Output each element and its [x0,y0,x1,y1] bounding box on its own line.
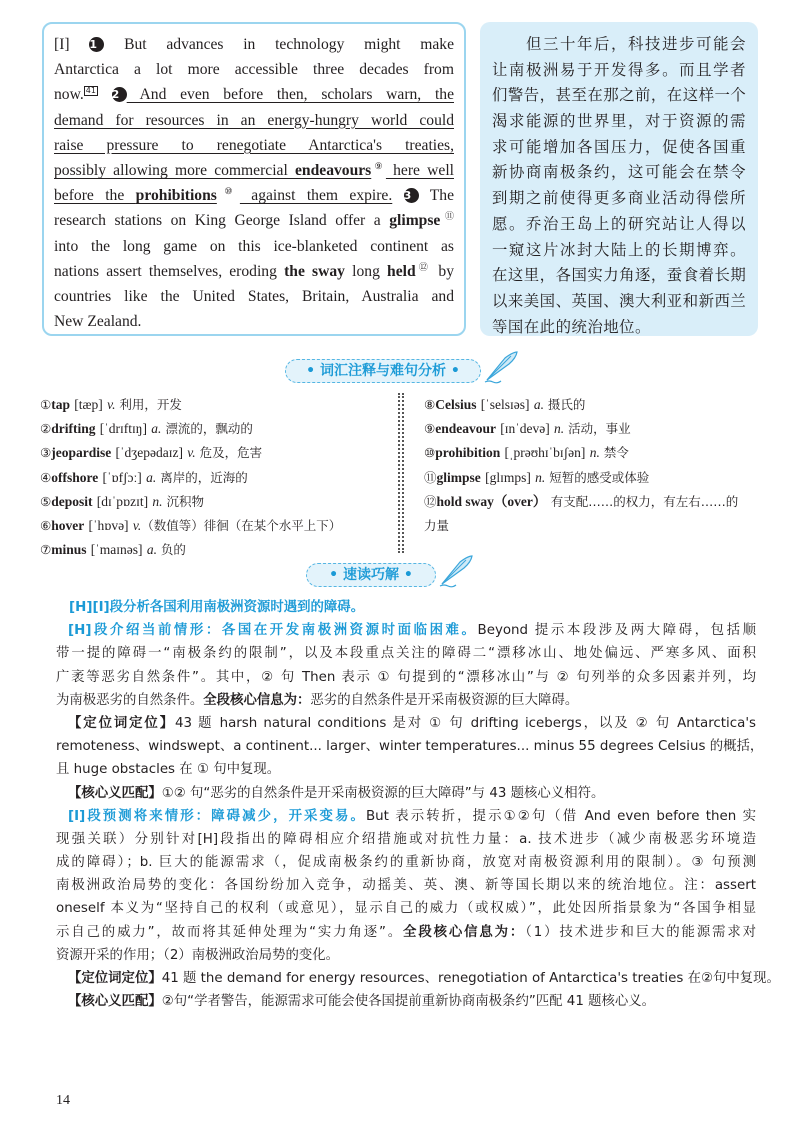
analysis-label: 【核心义匹配】 [68,994,162,1010]
chinese-translation [492,32,746,340]
question-marker: 41 [85,86,96,96]
vocab-meaning: （数值等）徘徊（在某个水平上下） [141,518,342,534]
column-divider [398,393,404,553]
vocab-ref-number: ⑩ [216,185,240,196]
quill-icon [438,554,474,588]
vocab-pos: a. [533,397,544,412]
vocab-pos: v. [107,397,116,412]
analysis-line [56,851,756,874]
analysis-line [56,596,756,619]
analysis-paragraph [56,619,756,712]
underlined-text: raise pressure to renegotiate Antarctica's treaties, [54,136,454,154]
vocab-keyword: glimpse [389,212,441,230]
vocab-keyword: endeavours [295,161,372,179]
vocab-meaning: 短暂的感受或体验 [545,469,650,485]
analysis-paragraph [56,805,756,967]
sentence-number: 3 [404,188,419,203]
vocab-meaning-continued: 力量 [424,518,450,534]
passage-line [54,158,454,183]
vocab-number: ① [40,397,52,412]
analysis-label: 【定位词定位】 [68,715,175,731]
vocab-ref-number: ⑫ [415,261,432,272]
vocab-number: ⑦ [40,542,52,558]
vocab-word: deposit [51,493,93,509]
analysis-text: 成的障碍）；b. 巨大的能源需求（，促成南极条约的重新协商，放宽对南极资源利用的限制）。③ 句预测 [56,855,756,871]
analysis-paragraph [56,596,756,619]
analysis-line [56,735,764,758]
vocab-number: ⑨ [424,421,436,437]
vocab-pos: n. [589,445,600,461]
translation-line: 让南极洲易于开发得多。而且学者 [492,60,746,79]
analysis-line [56,712,756,735]
analysis-text: oneself 本义为“坚持自己的权利（或意见），显示自己的威力（或权威）”，此处因所指景象为“各国争相显 [56,901,756,917]
vocab-entry [424,417,738,441]
translation-line: 以来美国、英国、澳大利亚和新西兰 [492,291,747,310]
analysis-label: 全段核心信息为： [403,924,526,940]
vocab-phonetic: [ɪnˈdevə] [500,421,550,437]
sentence-number: 1 [89,37,104,52]
passage-line [54,82,454,107]
vocab-phonetic: [dɪˈpɒzɪt] [96,493,149,509]
passage-line [54,234,454,259]
vocab-meaning: 沉积物 [162,493,204,509]
analysis-line [56,921,756,944]
vocab-list-left [40,393,341,562]
vocab-ref-number: ⑪ [440,211,454,222]
analysis-body [56,596,780,1013]
analysis-text: 且 huge obstacles 在 ① 句中复现。 [56,762,281,778]
analysis-text: 43 题 harsh natural conditions 是对 ① 句 drifting icebergs，以及 ② 句 Antarctica's [174,715,756,731]
vocab-keyword: prohibitions [135,187,217,205]
vocab-meaning: 负的 [156,542,186,558]
vocab-number: ② [40,421,52,437]
passage-text: Antarctica a lot more accessible three decades from [54,61,454,79]
vocab-pos: a. [151,421,162,437]
analysis-line [56,666,756,689]
english-passage-box [42,22,466,336]
vocab-entry [40,393,341,417]
analysis-text: 广袤等恶劣自然条件”。其中，② 句 Then 表示 ① 句提到的“漂移冰山”与 ② 句列举的众多因素并列，均 [56,669,756,685]
analysis-highlight: [H]段介绍当前情形：各国在开发南极洲资源时面临困难。 [68,623,478,639]
vocab-entry [40,466,341,490]
vocab-word: endeavour [435,421,496,437]
passage-line [54,133,454,158]
vocab-meaning: 活动，事业 [564,421,631,437]
analysis-line [56,828,756,851]
vocab-word: glimpse [436,469,481,485]
passage-line [54,259,454,284]
analysis-paragraph [56,712,764,782]
vocab-entry [40,514,341,538]
sentence-number: 2 [112,87,127,102]
analysis-line [56,642,756,665]
underlined-text: And even before then, scholars warn, the [126,86,454,104]
vocab-number: ⑪ [424,469,437,485]
analysis-line [56,897,756,920]
translation-line: 但三十年后，科技进步可能会 [492,35,746,53]
vocab-pos: v. [187,445,196,461]
analysis-text: 恶劣的自然条件是开采南极资源的巨大障碍。 [310,692,579,708]
translation-line: 渴求能源的世界里，对于资源的需 [492,112,746,131]
passage-text [98,86,112,103]
vocab-entry [424,393,738,417]
vocab-meaning: 利用，开发 [115,397,182,412]
analysis-text: 资源开采的作用；（2）南极洲政治局势的变化。 [56,947,340,963]
analysis-highlight: [I]段预测将来情形：障碍减少，开采变易。 [68,808,366,824]
vocab-phonetic: [ˈmaɪnəs] [90,542,143,558]
vocab-word: hover [51,518,85,534]
vocab-entry [424,466,738,490]
vocab-meaning: 禁令 [599,445,629,461]
analysis-paragraph [56,990,756,1013]
vocab-number: ⑫ [424,493,437,509]
analysis-label: 全段核心信息为： [203,692,311,708]
vocab-entry [40,538,341,562]
passage-text: The [418,187,455,205]
vocab-entry [40,490,341,514]
vocab-list-right [424,393,738,537]
passage-line [54,309,454,334]
passage-line [54,284,454,309]
vocab-meaning: 危及，危害 [195,445,263,461]
passage-text: [I] [54,36,70,53]
vocab-pos: a. [146,542,157,558]
vocab-pos: n. [152,493,163,509]
underlined-text: here well [385,161,454,179]
analysis-line [56,990,756,1013]
vocab-word: Celsius [435,397,477,412]
passage-line [54,108,454,133]
vocab-phonetic: [ˈɒfʃɔː] [102,469,142,485]
chinese-translation-box [480,22,758,336]
reading-section-heading [306,563,436,587]
translation-line: 到期之前使得更多商业活动得偿所 [492,189,746,208]
underlined-text: possibly allowing more commercial [54,161,295,179]
passage-text: by [431,262,454,280]
analysis-text: But 表示转折，提示①②句（借 And even before then 实 [365,808,756,824]
vocab-phonetic: [ˌprəʊhɪˈbɪʃən] [504,445,586,461]
vocab-word: offshore [51,469,99,485]
translation-line: 们警告，甚至在那之前，在这样一个 [492,86,747,105]
passage-text: long [344,262,388,280]
analysis-line [56,805,756,828]
translation-line: 求可能增加各国压力，促使各国重 [492,137,746,156]
analysis-paragraph [56,967,780,990]
passage-text [392,187,403,204]
analysis-label: 【定位词定位】 [68,971,162,986]
vocab-phonetic: [ˈdʒepədaɪz] [115,445,183,461]
vocab-number: ⑥ [40,518,52,534]
english-passage [54,32,454,334]
passage-text: New Zealand. [54,313,142,331]
vocab-word: jeopardise [51,445,112,461]
translation-line: 一窥这片冰封大陆上的长期博弈。 [492,240,746,259]
vocab-meaning: 漂流的，飘动的 [161,421,253,437]
analysis-line [56,874,756,897]
analysis-text: 示自己的威力”，故而将其延伸处理为“实力角逐”。 [56,924,404,940]
passage-text: now. [54,86,84,104]
vocab-number: ⑧ [424,397,436,412]
passage-text: countries like the United States, Britain, Australia and [54,287,454,305]
analysis-text: 41 题 the demand for energy resources、renegotiation of Antarctica's treaties 在②句中复现。 [161,971,780,986]
passage-line [54,32,454,57]
underlined-text: before the [54,187,136,205]
vocab-phonetic: [tæp] [74,397,103,412]
analysis-text: Beyond 提示本段涉及两大障碍，包括顺 [477,623,756,639]
vocab-phonetic: [ˈdrɪftɪŋ] [99,421,147,437]
translation-line: 新协商南极条约，这可能会在禁令 [492,163,746,182]
vocab-phonetic: [ˈhɒvə] [88,518,129,534]
vocab-pos: n. [554,421,565,437]
translation-line: 在这里，各国实力角逐，蚕食着长期 [492,266,747,285]
analysis-text: remoteness、windswept、a continent... larger、winter temperatures... minus 55 degrees Celsius 的概括， [56,739,764,755]
analysis-label: 【核心义匹配】 [68,785,162,801]
passage-line [54,183,454,208]
analysis-line [56,782,756,805]
vocab-number: ⑤ [40,493,52,509]
vocab-pos: v. [132,518,142,534]
underlined-text: demand for resources in an energy-hungry world could [54,111,454,129]
vocab-entry [40,441,341,465]
vocab-number: ③ [40,445,52,461]
vocab-word: tap [51,397,70,412]
vocab-entry [424,490,738,514]
passage-text [70,36,90,53]
analysis-text: 带一提的障碍一“南极条约的限制”，以及本段重点关注的障碍二“漂移冰山、地处偏远、严寒多风、面积 [56,646,756,662]
analysis-line [56,944,756,967]
translation-line: 愿。乔治王岛上的研究站让人得以 [492,214,746,233]
vocab-phonetic: [glɪmps] [485,469,531,485]
vocab-entry [424,441,738,465]
translation-line: 等国在此的统治地位。 [492,317,651,336]
analysis-text: ②句“学者警告，能源需求可能会使各国提前重新协商南极条约”匹配 41 题核心义。 [161,994,656,1010]
vocab-number: ④ [40,469,52,485]
vocab-entry [40,417,341,441]
vocab-word: hold sway（over） [436,493,547,509]
analysis-line [56,758,756,781]
passage-line [54,57,454,82]
vocab-section-heading [285,359,481,383]
analysis-text: （1）技术进步和巨大的能源需求对 [525,924,757,940]
vocab-phonetic: [ˈselsɪəs] [480,397,530,412]
analysis-text: 南极洲政治局势的变化：各国纷纷加入竞争，动摇美、英、澳、新等国长期以来的统治地位。注：assert [56,878,756,894]
analysis-line [56,689,756,712]
quill-icon [483,350,519,384]
passage-line [54,208,454,233]
vocab-meaning: 有支配……的权力，有左右……的 [550,493,739,509]
vocab-word: minus [51,542,87,558]
vocab-meaning: 摄氏的 [543,397,586,412]
vocab-ref-number: ⑨ [371,160,386,171]
analysis-paragraph [56,782,756,805]
analysis-highlight: [H][I]段分析各国利用南极洲资源时遇到的障碍。 [69,600,365,615]
vocab-section-title: • 词汇注释与难句分析 • [306,363,460,379]
vocab-word: prohibition [435,445,501,461]
analysis-text: 为南极恶劣的自然条件。 [56,692,204,708]
analysis-line [56,967,780,990]
analysis-line [56,619,756,642]
underlined-text: against them expire. [239,187,393,205]
passage-text: into the long game on this ice-blanketed continent as [54,237,454,255]
vocab-number: ⑩ [424,445,436,461]
vocab-word: drifting [51,421,96,437]
analysis-text: 现强关联）分别针对[H]段指出的障碍相应介绍措施或对抗性力量：a. 技术进步（减少南极恶劣环境造 [56,831,756,847]
passage-text: But advances in technology might make [104,36,455,53]
passage-text: research stations on King George Island offer a [54,212,390,230]
vocab-pos: n. [535,469,546,485]
analysis-text: ①② 句“恶劣的自然条件是开采南极资源的巨大障碍”与 43 题核心义相符。 [161,785,605,801]
vocab-keyword: held [387,262,416,280]
passage-text: nations assert themselves, eroding [54,262,285,280]
vocab-meaning: 离岸的，近海的 [156,469,248,485]
vocab-pos: a. [146,469,157,485]
page-number: 14 [56,1093,70,1108]
vocab-keyword: the sway [284,262,345,280]
reading-section-title: • 速读巧解 • [329,567,413,583]
